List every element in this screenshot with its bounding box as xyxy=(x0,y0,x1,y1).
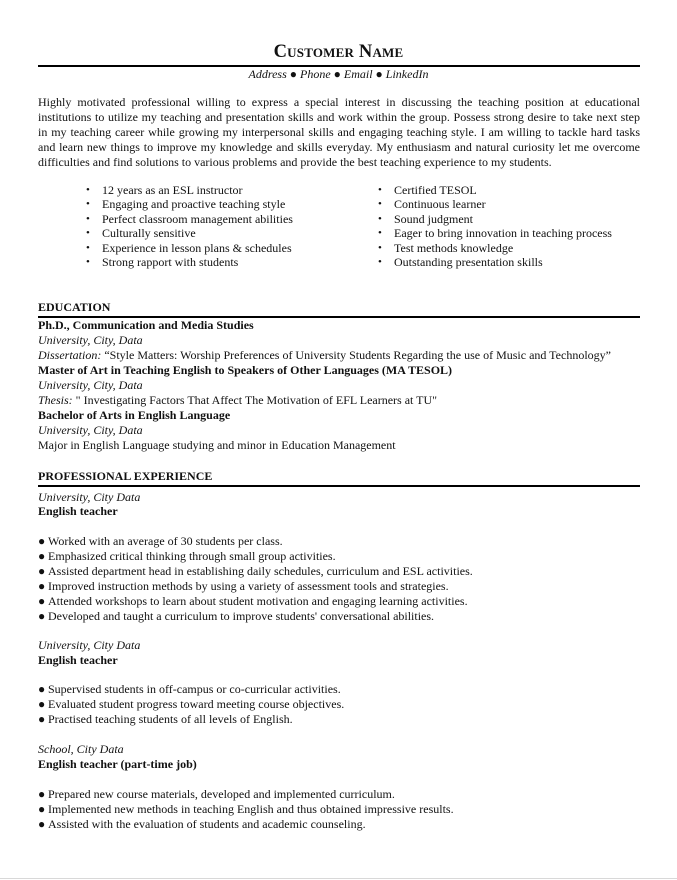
job-title: English teacher (part-time job) xyxy=(38,757,197,771)
phd-degree: Ph.D., Communication and Media Studies xyxy=(38,318,254,332)
customer-name: Customer Name xyxy=(273,42,404,62)
bullet-text: Evaluated student progress toward meeting course objectives. xyxy=(48,697,345,711)
ma-degree: Master of Art in Teaching English to Speakers of Other Languages (MA TESOL) xyxy=(38,363,453,377)
job-bullets xyxy=(38,682,344,727)
list-item: ● Practised teaching students of all levels of English. xyxy=(38,712,293,726)
list-item: ● Supervised students in off-campus or co-curricular activities. xyxy=(38,682,341,696)
education-heading: EDUCATION xyxy=(38,300,111,314)
job-title: English teacher xyxy=(38,504,118,518)
list-item: ● Improved instruction methods by using a variety of assessment tools and strategies. xyxy=(38,579,449,593)
skill-item: • Perfect classroom management abilities xyxy=(86,212,293,226)
bullet-text: Prepared new course materials, developed and implemented curriculum. xyxy=(48,787,395,801)
skill-item: • Continuous learner xyxy=(378,197,612,211)
skill-item: • 12 years as an ESL instructor xyxy=(86,183,293,197)
contact-line: Address ● Phone ● Email ● LinkedIn xyxy=(248,67,429,81)
skill-item: • Experience in lesson plans & schedules xyxy=(86,241,293,255)
bullet-text: Implemented new methods in teaching English and thus obtained impressive results. xyxy=(48,802,454,816)
bullet-text: Developed and taught a curriculum to improve students' conversational abilities. xyxy=(48,609,435,623)
ba-note: Major in English Language studying and minor in Education Management xyxy=(38,438,396,452)
ba-degree: Bachelor of Arts in English Language xyxy=(38,408,231,422)
skills-list-left xyxy=(86,183,293,269)
bullet-text: Assisted department head in establishing daily schedules, curriculum and ESL activities. xyxy=(48,564,473,578)
bullet-text: Worked with an average of 30 students per class. xyxy=(48,534,283,548)
list-item: ● Developed and taught a curriculum to improve students' conversational abilities. xyxy=(38,609,435,623)
job-title: English teacher xyxy=(38,653,118,667)
list-item: ● Assisted department head in establishing daily schedules, curriculum and ESL activities. xyxy=(38,564,473,578)
skills-list-right xyxy=(378,183,612,269)
bullet-text: Improved instruction methods by using a variety of assessment tools and strategies. xyxy=(48,579,449,593)
ma-thesis xyxy=(38,393,437,408)
thesis-title: " Investigating Factors That Affect The Motivation of EFL Learners at TU" xyxy=(72,393,438,407)
page-bottom-divider xyxy=(0,878,677,879)
skill-item: • Certified TESOL xyxy=(378,183,612,197)
phd-school: University, City, Data xyxy=(38,333,143,347)
job-bullets xyxy=(38,787,454,832)
ba-school: University, City, Data xyxy=(38,423,143,437)
list-item: ● Evaluated student progress toward meeting course objectives. xyxy=(38,697,345,711)
list-item: ● Emphasized critical thinking through small group activities. xyxy=(38,549,336,563)
dissertation-label: Dissertation: xyxy=(38,348,102,362)
skill-item: • Test methods knowledge xyxy=(378,241,612,255)
list-item: ● Worked with an average of 30 students per class. xyxy=(38,534,283,548)
thesis-label: Thesis: xyxy=(38,393,73,407)
ma-school: University, City, Data xyxy=(38,378,143,392)
dissertation-title: “Style Matters: Worship Preferences of University Students Regarding the use of Music and Technology” xyxy=(101,348,611,362)
skill-item: • Strong rapport with students xyxy=(86,255,293,269)
job-place: University, City Data xyxy=(38,490,141,504)
skill-item: • Engaging and proactive teaching style xyxy=(86,197,293,211)
job-bullets xyxy=(38,534,473,624)
bullet-text: Practised teaching students of all levels of English. xyxy=(48,712,293,726)
job-place: School, City Data xyxy=(38,742,124,756)
skill-item: • Outstanding presentation skills xyxy=(378,255,612,269)
bullet-text: Emphasized critical thinking through small group activities. xyxy=(48,549,336,563)
bullet-text: Attended workshops to learn about student motivation and engaging learning activities. xyxy=(48,594,468,608)
experience-divider xyxy=(38,485,640,487)
list-item: ● Prepared new course materials, developed and implemented curriculum. xyxy=(38,787,395,801)
skill-item: • Culturally sensitive xyxy=(86,226,293,240)
list-item: ● Assisted with the evaluation of students and academic counseling. xyxy=(38,817,366,831)
phd-dissertation xyxy=(38,348,611,363)
job-place: University, City Data xyxy=(38,638,141,652)
experience-heading: PROFESSIONAL EXPERIENCE xyxy=(38,469,213,483)
summary-paragraph: Highly motivated professional willing to express a special interest in discussing the teaching position at educational institutions to utilize my teaching and presentation skills and work within the group. Possess strong desire to take next step in my teaching career while growing my interpersonal skills and engaging teaching style. I am willing to tackle hard tasks and learn new things to improve my knowledge and skills everyday. My enthusiasm and natural curiosity let me overcome difficulties and find solutions to various problems and provide the best teaching experience to my students. xyxy=(38,95,640,169)
bullet-text: Supervised students in off-campus or co-curricular activities. xyxy=(48,682,341,696)
bullet-text: Assisted with the evaluation of students and academic counseling. xyxy=(48,817,366,831)
list-item: ● Implemented new methods in teaching English and thus obtained impressive results. xyxy=(38,802,454,816)
skill-item: • Eager to bring innovation in teaching process xyxy=(378,226,612,240)
skill-item: • Sound judgment xyxy=(378,212,612,226)
list-item: ● Attended workshops to learn about student motivation and engaging learning activities. xyxy=(38,594,468,608)
